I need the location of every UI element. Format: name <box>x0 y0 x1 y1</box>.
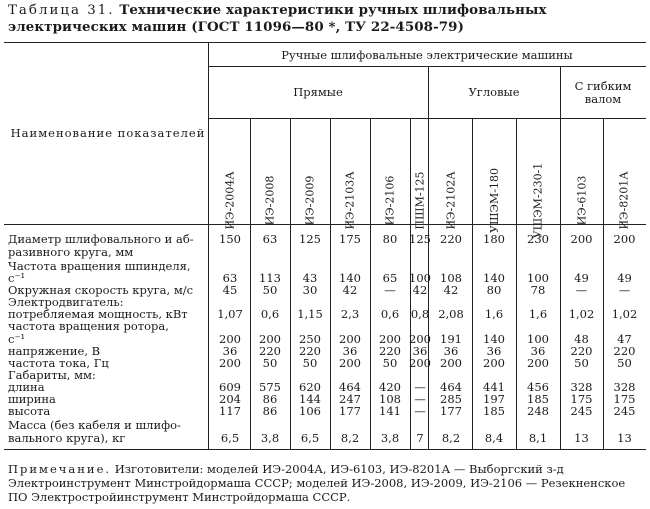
table-cell: 108 <box>379 392 401 406</box>
model-header-label: ПШМ-125 <box>413 170 427 230</box>
table-cell: 8,2 <box>340 431 360 445</box>
table-cell: 100 <box>527 271 549 285</box>
table-cell: 609 <box>219 380 241 394</box>
model-header-label: ИЭ-2009 <box>303 175 317 225</box>
header-group-all: Ручные шлифовальные электрические машины <box>281 48 573 62</box>
table-cell: 230 <box>527 232 549 246</box>
table-cell: 50 <box>262 356 278 370</box>
table-cell: 220 <box>570 344 593 358</box>
table-cell: 185 <box>483 404 505 418</box>
row-label: вального круга), кг <box>8 431 126 445</box>
table-cell: 0,8 <box>410 307 430 321</box>
row-label: Габариты, мм: <box>8 368 96 382</box>
rule-top <box>4 42 646 43</box>
table-cell: 140 <box>483 332 505 346</box>
table-cell: 78 <box>530 283 546 297</box>
table-cell: 3,8 <box>380 431 400 445</box>
table-cell: 200 <box>409 356 431 370</box>
table-cell: 200 <box>379 332 401 346</box>
row-label: напряжение, В <box>8 344 101 358</box>
table-cell: 80 <box>486 283 502 297</box>
table-caption: Технические характеристики ручных шлифовальных электрических машин (ГОСТ 11096—80 *, ТУ 22-4508-79) <box>8 2 547 35</box>
table-cell: 108 <box>440 271 462 285</box>
table-cell: 80 <box>382 232 398 246</box>
rule-subgroups <box>208 118 646 119</box>
table-cell: 42 <box>342 283 358 297</box>
table-cell: 150 <box>219 232 241 246</box>
table-cell: 456 <box>527 380 549 394</box>
model-header-label: УШЭМ-230-1 <box>531 162 545 238</box>
table-cell: — <box>384 283 396 297</box>
table-cell: 36 <box>342 344 358 358</box>
table-cell: 620 <box>299 380 321 394</box>
note-text: Изготовители: моделей ИЭ-2004А, ИЭ-6103, ИЭ-8201А — Выборгский з-д Электроинструмент Минстройдормаша СССР; моделей ИЭ-2008, ИЭ-2009, ИЭ-2106 — Резекненское ПО Электростройинструмент Минстройдормаша СССР. <box>8 462 626 504</box>
table-cell: — <box>414 404 426 418</box>
table-cell: 464 <box>440 380 462 394</box>
model-header-label: ИЭ-2103А <box>343 170 357 230</box>
table-cell: 200 <box>219 332 241 346</box>
table-cell: 50 <box>574 356 589 370</box>
table-cell: 125 <box>299 232 321 246</box>
table-cell: 86 <box>262 404 278 418</box>
rule-param-col <box>208 42 209 450</box>
table-note <box>8 462 648 504</box>
table-cell: 49 <box>574 271 589 285</box>
model-header-label: ИЭ-2004А <box>223 170 237 230</box>
table-cell: 13 <box>574 431 589 445</box>
row-label: Диаметр шлифовального и аб- <box>8 232 194 246</box>
table-cell: 8,1 <box>528 431 548 445</box>
table-cell: 13 <box>617 431 632 445</box>
table-cell: 220 <box>440 232 462 246</box>
table-cell: 47 <box>617 332 632 346</box>
table-cell: 42 <box>412 283 428 297</box>
param-column-header: Наименование показателей <box>10 126 206 140</box>
table-cell: 8,4 <box>484 431 504 445</box>
table-cell: 125 <box>409 232 431 246</box>
table-cell: — <box>575 283 588 297</box>
table-cell: 197 <box>483 392 505 406</box>
table-cell: 0,6 <box>260 307 280 321</box>
table-cell: — <box>618 283 631 297</box>
table-cell: 30 <box>302 283 318 297</box>
table-cell: 140 <box>483 271 505 285</box>
table-title <box>8 2 648 35</box>
table-cell: 177 <box>339 404 361 418</box>
row-label: Частота вращения шпинделя, <box>8 259 191 273</box>
table-cell: 50 <box>382 356 398 370</box>
table-cell: 200 <box>259 332 281 346</box>
table-cell: 65 <box>382 271 398 285</box>
model-header-label: ИЭ-2008 <box>263 175 277 225</box>
table-cell: 36 <box>486 344 502 358</box>
table-cell: 464 <box>339 380 361 394</box>
table-cell: 220 <box>379 344 401 358</box>
header-group-angle: Угловые <box>468 85 520 99</box>
table-cell: 63 <box>262 232 278 246</box>
header-group-straight: Прямые <box>293 85 343 99</box>
table-cell: 328 <box>570 380 593 394</box>
row-label: Окружная скорость круга, м/с <box>8 283 194 297</box>
row-label: с⁻¹ <box>8 332 26 346</box>
table-cell: 63 <box>222 271 238 285</box>
table-cell: 220 <box>259 344 281 358</box>
table-cell: 113 <box>259 271 281 285</box>
table-cell: 100 <box>527 332 549 346</box>
table-cell: 48 <box>574 332 589 346</box>
row-label: разивного круга, мм <box>8 245 134 259</box>
table-cell: 2,08 <box>438 307 464 321</box>
table-cell: 185 <box>527 392 549 406</box>
table-cell: 180 <box>483 232 505 246</box>
table-cell: 247 <box>339 392 361 406</box>
table-cell: 175 <box>613 392 636 406</box>
table-cell: 42 <box>443 283 459 297</box>
table-cell: 49 <box>617 271 632 285</box>
table-cell: 36 <box>443 344 459 358</box>
table-cell: 177 <box>440 404 462 418</box>
table-cell: 2,3 <box>340 307 360 321</box>
table-cell: — <box>414 392 426 406</box>
table-cell: 8,2 <box>441 431 461 445</box>
table-cell: 441 <box>483 380 505 394</box>
table-cell: 245 <box>613 404 636 418</box>
note-label: Примечание. <box>8 462 112 476</box>
row-label: Электродвигатель: <box>8 295 124 309</box>
header-group-flex: С гибким валом <box>574 79 632 106</box>
table-cell: 50 <box>302 356 318 370</box>
row-label: с⁻¹ <box>8 271 26 285</box>
row-label: высота <box>8 404 51 418</box>
row-label: частота тока, Гц <box>8 356 109 370</box>
table-cell: 141 <box>379 404 401 418</box>
table-cell: 106 <box>299 404 321 418</box>
table-cell: 1,02 <box>568 307 595 321</box>
table-cell: 175 <box>339 232 361 246</box>
model-header-label: ИЭ-2102А <box>444 170 458 230</box>
table-cell: 248 <box>527 404 549 418</box>
table-cell: 140 <box>339 271 361 285</box>
table-cell: 50 <box>262 283 278 297</box>
table-cell: 175 <box>570 392 593 406</box>
table-cell: 200 <box>570 232 593 246</box>
table-cell: 50 <box>617 356 632 370</box>
table-cell: 43 <box>302 271 318 285</box>
table-cell: 420 <box>379 380 401 394</box>
table-cell: 200 <box>219 356 241 370</box>
table-cell: 86 <box>262 392 278 406</box>
table-cell: 6,5 <box>220 431 240 445</box>
rule-group-all <box>208 66 646 67</box>
table-cell: 45 <box>222 283 238 297</box>
table-cell: 250 <box>299 332 321 346</box>
table-cell: 1,6 <box>528 307 548 321</box>
model-header-label: УШЭМ-180 <box>487 167 501 233</box>
table-cell: 204 <box>219 392 241 406</box>
model-header-label: ИЭ-6103 <box>575 175 589 225</box>
table-cell: 36 <box>530 344 546 358</box>
table-cell: 3,8 <box>260 431 280 445</box>
table-cell: — <box>414 380 426 394</box>
table-cell: 220 <box>299 344 321 358</box>
table-cell: 285 <box>440 392 462 406</box>
table-cell: 220 <box>613 344 636 358</box>
table-cell: 200 <box>409 332 431 346</box>
row-label: Масса (без кабеля и шлифо- <box>8 418 181 432</box>
table-cell: 245 <box>570 404 593 418</box>
table-cell: 200 <box>440 356 462 370</box>
row-label: ширина <box>8 392 56 406</box>
row-label: потребляемая мощность, кВт <box>8 307 188 321</box>
table-cell: 1,07 <box>217 307 243 321</box>
table-cell: 191 <box>440 332 462 346</box>
row-label: частота вращения ротора, <box>8 319 169 333</box>
model-header-label: ИЭ-2106 <box>383 175 397 225</box>
table-cell: 0,6 <box>380 307 400 321</box>
table-cell: 7 <box>416 431 424 445</box>
table-cell: 200 <box>613 232 636 246</box>
table-number: Таблица 31. <box>8 3 115 18</box>
table-cell: 117 <box>219 404 241 418</box>
table-cell: 200 <box>339 356 361 370</box>
table-cell: 6,5 <box>300 431 320 445</box>
model-header-label: ИЭ-8201А <box>618 170 631 230</box>
table-cell: 144 <box>299 392 321 406</box>
table-cell: 1,02 <box>611 307 638 321</box>
table-cell: 200 <box>483 356 505 370</box>
table-cell: 328 <box>613 380 636 394</box>
table-cell: 200 <box>527 356 549 370</box>
table-cell: 575 <box>259 380 281 394</box>
table-cell: 1,6 <box>484 307 504 321</box>
rule-table-bottom <box>4 449 646 450</box>
table-cell: 100 <box>409 271 431 285</box>
row-label: длина <box>8 380 45 394</box>
table-cell: 36 <box>412 344 428 358</box>
table-cell: 200 <box>339 332 361 346</box>
table-cell: 1,15 <box>297 307 323 321</box>
table-cell: 36 <box>222 344 238 358</box>
